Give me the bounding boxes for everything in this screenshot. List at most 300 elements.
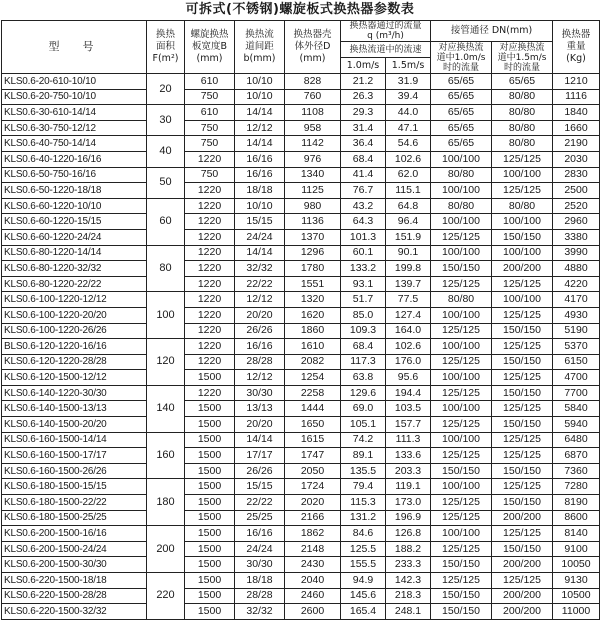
cell-dn-1: 80/80	[431, 167, 492, 183]
cell-plate-width: 1220	[185, 151, 235, 167]
cell-gap: 32/32	[235, 261, 285, 277]
cell-flow-15: 62.0	[386, 167, 431, 183]
cell-gap: 17/17	[235, 448, 285, 464]
cell-model: KLS0.6-30-750-12/12	[2, 120, 147, 136]
cell-weight: 5940	[553, 417, 600, 433]
cell-weight: 1660	[553, 120, 600, 136]
cell-area: 120	[147, 339, 185, 386]
cell-flow-15: 188.2	[386, 541, 431, 557]
header-velocity-15: 1.5m/s	[386, 58, 431, 74]
cell-plate-width: 1500	[185, 479, 235, 495]
cell-gap: 18/18	[235, 183, 285, 199]
cell-gap: 22/22	[235, 495, 285, 511]
cell-weight: 4220	[553, 276, 600, 292]
cell-plate-width: 1500	[185, 510, 235, 526]
table-row	[2, 354, 600, 370]
header-gap-line2: 道间距	[245, 41, 274, 52]
cell-flow-1: 26.3	[341, 89, 386, 105]
cell-weight: 7280	[553, 479, 600, 495]
cell-flow-1: 41.4	[341, 167, 386, 183]
parameter-table	[1, 20, 600, 620]
cell-shell-diameter: 1724	[285, 479, 341, 495]
header-velocity-1: 1.0m/s	[341, 58, 386, 74]
cell-gap: 28/28	[235, 354, 285, 370]
cell-model: KLS0.6-220-1500-32/32	[2, 604, 147, 620]
header-weight-line3: (Kg)	[566, 53, 586, 64]
cell-dn-15: 80/80	[492, 105, 553, 121]
cell-shell-diameter: 2020	[285, 495, 341, 511]
header-weight	[553, 21, 600, 74]
cell-dn-15: 200/200	[492, 510, 553, 526]
cell-area: 100	[147, 292, 185, 339]
table-row	[2, 74, 600, 90]
table-row	[2, 432, 600, 448]
cell-flow-15: 77.5	[386, 292, 431, 308]
header-flow-line2: q (m³/h)	[367, 31, 404, 41]
cell-flow-1: 89.1	[341, 448, 386, 464]
cell-dn-1: 100/100	[431, 307, 492, 323]
table-row	[2, 89, 600, 105]
table-row	[2, 510, 600, 526]
header-dn1-line2: 道中1.0m/s	[436, 52, 486, 63]
cell-dn-15: 65/65	[492, 74, 553, 90]
cell-flow-1: 105.1	[341, 417, 386, 433]
cell-gap: 20/20	[235, 417, 285, 433]
cell-flow-15: 233.3	[386, 557, 431, 573]
cell-shell-diameter: 1551	[285, 276, 341, 292]
cell-weight: 2520	[553, 198, 600, 214]
cell-plate-width: 1220	[185, 323, 235, 339]
header-plate-width-line3: (mm)	[196, 53, 223, 64]
cell-dn-15: 150/150	[492, 495, 553, 511]
cell-model: BLS0.6-120-1220-16/16	[2, 339, 147, 355]
header-area-line3: F(m²)	[152, 53, 179, 64]
cell-weight: 11000	[553, 604, 600, 620]
cell-gap: 24/24	[235, 229, 285, 245]
cell-flow-15: 44.0	[386, 105, 431, 121]
cell-shell-diameter: 1862	[285, 526, 341, 542]
cell-dn-1: 100/100	[431, 401, 492, 417]
table-row	[2, 541, 600, 557]
cell-shell-diameter: 1610	[285, 339, 341, 355]
cell-gap: 12/12	[235, 292, 285, 308]
table-body	[2, 74, 600, 620]
cell-weight: 4170	[553, 292, 600, 308]
header-dn15-line3: 时的流量	[504, 62, 541, 73]
cell-flow-1: 21.2	[341, 74, 386, 90]
cell-flow-1: 133.2	[341, 261, 386, 277]
cell-flow-15: 90.1	[386, 245, 431, 261]
cell-plate-width: 750	[185, 120, 235, 136]
cell-dn-15: 150/150	[492, 463, 553, 479]
table-row	[2, 557, 600, 573]
cell-weight: 5370	[553, 339, 600, 355]
cell-plate-width: 1220	[185, 276, 235, 292]
cell-area: 140	[147, 385, 185, 432]
cell-gap: 12/12	[235, 120, 285, 136]
cell-dn-15: 125/125	[492, 276, 553, 292]
cell-weight: 8600	[553, 510, 600, 526]
cell-flow-15: 95.6	[386, 370, 431, 386]
cell-dn-1: 125/125	[431, 354, 492, 370]
cell-flow-1: 94.9	[341, 573, 386, 589]
cell-model: KLS0.6-100-1220-26/26	[2, 323, 147, 339]
cell-flow-1: 63.8	[341, 370, 386, 386]
table-row	[2, 448, 600, 464]
table-row	[2, 151, 600, 167]
cell-dn-15: 150/150	[492, 385, 553, 401]
cell-model: KLS0.6-50-1220-18/18	[2, 183, 147, 199]
cell-shell-diameter: 1747	[285, 448, 341, 464]
header-model: 型 号	[2, 21, 147, 74]
cell-flow-15: 151.9	[386, 229, 431, 245]
cell-weight: 2190	[553, 136, 600, 152]
header-shell-line2: 体外径D	[294, 41, 331, 52]
cell-shell-diameter: 1136	[285, 214, 341, 230]
cell-dn-1: 125/125	[431, 448, 492, 464]
cell-flow-15: 102.6	[386, 151, 431, 167]
cell-dn-15: 125/125	[492, 448, 553, 464]
cell-weight: 3990	[553, 245, 600, 261]
cell-dn-1: 125/125	[431, 323, 492, 339]
header-gap-line3: b(mm)	[243, 53, 276, 64]
cell-dn-15: 80/80	[492, 198, 553, 214]
cell-weight: 9100	[553, 541, 600, 557]
cell-flow-1: 93.1	[341, 276, 386, 292]
cell-dn-15: 125/125	[492, 307, 553, 323]
table-title: 可拆式(不锈钢)螺旋板式换热器参数表	[185, 2, 415, 17]
cell-model: KLS0.6-100-1220-20/20	[2, 307, 147, 323]
header-dn15-line2: 道中1.5m/s	[497, 52, 547, 63]
cell-weight: 7360	[553, 463, 600, 479]
cell-dn-1: 150/150	[431, 463, 492, 479]
cell-dn-15: 200/200	[492, 588, 553, 604]
cell-shell-diameter: 1620	[285, 307, 341, 323]
cell-gap: 22/22	[235, 276, 285, 292]
cell-dn-1: 150/150	[431, 588, 492, 604]
cell-dn-1: 100/100	[431, 245, 492, 261]
cell-plate-width: 1220	[185, 354, 235, 370]
cell-shell-diameter: 2148	[285, 541, 341, 557]
cell-flow-1: 101.3	[341, 229, 386, 245]
header-plate-width-line2: 板宽度B	[191, 41, 228, 52]
cell-model: KLS0.6-200-1500-30/30	[2, 557, 147, 573]
cell-gap: 10/10	[235, 89, 285, 105]
cell-model: KLS0.6-200-1500-24/24	[2, 541, 147, 557]
cell-plate-width: 1500	[185, 448, 235, 464]
table-row	[2, 183, 600, 199]
cell-plate-width: 610	[185, 105, 235, 121]
cell-area: 80	[147, 245, 185, 292]
cell-plate-width: 1500	[185, 557, 235, 573]
cell-flow-1: 36.4	[341, 136, 386, 152]
header-velocity-group: 换热流道中的流速	[341, 42, 431, 58]
cell-shell-diameter: 1296	[285, 245, 341, 261]
cell-flow-15: 133.6	[386, 448, 431, 464]
cell-flow-1: 131.2	[341, 510, 386, 526]
cell-dn-15: 100/100	[492, 245, 553, 261]
cell-plate-width: 1500	[185, 370, 235, 386]
cell-weight: 1840	[553, 105, 600, 121]
cell-weight: 1210	[553, 74, 600, 90]
header-area-line1: 换热	[155, 29, 175, 40]
table-row	[2, 495, 600, 511]
cell-model: KLS0.6-140-1500-20/20	[2, 417, 147, 433]
cell-gap: 16/16	[235, 151, 285, 167]
cell-shell-diameter: 828	[285, 74, 341, 90]
cell-dn-15: 125/125	[492, 151, 553, 167]
table-row	[2, 339, 600, 355]
cell-gap: 20/20	[235, 307, 285, 323]
cell-plate-width: 1500	[185, 541, 235, 557]
header-dn1-line3: 时的流量	[443, 62, 480, 73]
cell-shell-diameter: 1615	[285, 432, 341, 448]
header-dn-group: 接管通径 DN(mm)	[431, 21, 553, 42]
header-shell-line1: 换热器壳	[293, 29, 332, 40]
header-gap	[235, 21, 285, 74]
cell-dn-1: 125/125	[431, 385, 492, 401]
cell-weight: 5840	[553, 401, 600, 417]
table-row	[2, 323, 600, 339]
cell-area: 20	[147, 74, 185, 105]
cell-dn-1: 125/125	[431, 229, 492, 245]
cell-area: 200	[147, 526, 185, 573]
cell-flow-15: 139.7	[386, 276, 431, 292]
cell-gap: 14/14	[235, 136, 285, 152]
cell-flow-15: 196.9	[386, 510, 431, 526]
cell-plate-width: 1500	[185, 526, 235, 542]
cell-dn-15: 100/100	[492, 167, 553, 183]
cell-shell-diameter: 1340	[285, 167, 341, 183]
cell-flow-15: 248.1	[386, 604, 431, 620]
cell-plate-width: 750	[185, 89, 235, 105]
cell-dn-15: 200/200	[492, 261, 553, 277]
cell-flow-15: 111.3	[386, 432, 431, 448]
header-area-line2: 面积	[155, 41, 175, 52]
table-row	[2, 198, 600, 214]
cell-shell-diameter: 980	[285, 198, 341, 214]
cell-gap: 14/14	[235, 432, 285, 448]
cell-flow-15: 203.3	[386, 463, 431, 479]
cell-flow-15: 218.3	[386, 588, 431, 604]
header-area	[147, 21, 185, 74]
cell-shell-diameter: 2040	[285, 573, 341, 589]
cell-flow-15: 194.4	[386, 385, 431, 401]
cell-flow-1: 31.4	[341, 120, 386, 136]
cell-weight: 9130	[553, 573, 600, 589]
cell-weight: 6480	[553, 432, 600, 448]
cell-model: KLS0.6-20-610-10/10	[2, 74, 147, 90]
cell-dn-15: 150/150	[492, 229, 553, 245]
cell-flow-15: 127.4	[386, 307, 431, 323]
cell-flow-15: 199.8	[386, 261, 431, 277]
cell-gap: 32/32	[235, 604, 285, 620]
table-row	[2, 229, 600, 245]
cell-dn-1: 100/100	[431, 479, 492, 495]
table-row	[2, 385, 600, 401]
cell-plate-width: 1500	[185, 417, 235, 433]
header-flow-line1: 换热器通过的流量	[349, 21, 422, 31]
cell-dn-15: 125/125	[492, 432, 553, 448]
cell-dn-1: 80/80	[431, 198, 492, 214]
cell-plate-width: 1220	[185, 214, 235, 230]
cell-flow-15: 54.6	[386, 136, 431, 152]
cell-flow-1: 165.4	[341, 604, 386, 620]
cell-dn-1: 65/65	[431, 74, 492, 90]
cell-shell-diameter: 2258	[285, 385, 341, 401]
cell-dn-1: 125/125	[431, 417, 492, 433]
table-row	[2, 245, 600, 261]
cell-weight: 7700	[553, 385, 600, 401]
cell-gap: 28/28	[235, 588, 285, 604]
cell-shell-diameter: 2460	[285, 588, 341, 604]
cell-dn-15: 125/125	[492, 573, 553, 589]
cell-plate-width: 1220	[185, 183, 235, 199]
cell-flow-1: 85.0	[341, 307, 386, 323]
cell-gap: 18/18	[235, 573, 285, 589]
cell-area: 220	[147, 573, 185, 620]
cell-model: KLS0.6-20-750-10/10	[2, 89, 147, 105]
cell-model: KLS0.6-220-1500-28/28	[2, 588, 147, 604]
cell-plate-width: 1500	[185, 573, 235, 589]
cell-flow-1: 117.3	[341, 354, 386, 370]
header-plate-width-line1: 螺旋换热	[190, 29, 229, 40]
cell-model: KLS0.6-220-1500-18/18	[2, 573, 147, 589]
cell-shell-diameter: 1254	[285, 370, 341, 386]
cell-flow-15: 126.8	[386, 526, 431, 542]
header-flow-group	[341, 21, 431, 42]
header-plate-width	[185, 21, 235, 74]
cell-plate-width: 610	[185, 74, 235, 90]
cell-weight: 2830	[553, 167, 600, 183]
cell-dn-1: 100/100	[431, 339, 492, 355]
table-row	[2, 214, 600, 230]
cell-flow-1: 29.3	[341, 105, 386, 121]
cell-flow-1: 115.3	[341, 495, 386, 511]
cell-flow-1: 64.3	[341, 214, 386, 230]
cell-flow-15: 96.4	[386, 214, 431, 230]
cell-flow-15: 64.8	[386, 198, 431, 214]
cell-dn-1: 100/100	[431, 183, 492, 199]
cell-shell-diameter: 976	[285, 151, 341, 167]
cell-weight: 2030	[553, 151, 600, 167]
cell-flow-15: 103.5	[386, 401, 431, 417]
cell-flow-1: 74.2	[341, 432, 386, 448]
cell-plate-width: 1500	[185, 463, 235, 479]
table-row	[2, 588, 600, 604]
cell-plate-width: 1220	[185, 198, 235, 214]
cell-flow-15: 176.0	[386, 354, 431, 370]
header-shell	[285, 21, 341, 74]
cell-flow-1: 145.6	[341, 588, 386, 604]
cell-flow-15: 115.1	[386, 183, 431, 199]
cell-model: KLS0.6-120-1500-12/12	[2, 370, 147, 386]
table-row	[2, 120, 600, 136]
cell-model: KLS0.6-140-1500-13/13	[2, 401, 147, 417]
header-dn1-line1: 对应换热流	[438, 42, 484, 53]
cell-dn-15: 125/125	[492, 339, 553, 355]
cell-plate-width: 1220	[185, 229, 235, 245]
cell-dn-1: 100/100	[431, 370, 492, 386]
cell-model: KLS0.6-180-1500-15/15	[2, 479, 147, 495]
cell-flow-1: 79.4	[341, 479, 386, 495]
cell-model: KLS0.6-180-1500-25/25	[2, 510, 147, 526]
cell-flow-15: 164.0	[386, 323, 431, 339]
cell-model: KLS0.6-80-1220-32/32	[2, 261, 147, 277]
table-row	[2, 276, 600, 292]
cell-gap: 13/13	[235, 401, 285, 417]
header-dn-15	[492, 42, 553, 74]
table-row	[2, 105, 600, 121]
table-row	[2, 261, 600, 277]
cell-model: KLS0.6-40-750-14/14	[2, 136, 147, 152]
cell-dn-1: 150/150	[431, 557, 492, 573]
cell-dn-1: 125/125	[431, 495, 492, 511]
cell-plate-width: 1500	[185, 401, 235, 417]
cell-model: KLS0.6-160-1500-26/26	[2, 463, 147, 479]
cell-gap: 10/10	[235, 198, 285, 214]
cell-dn-15: 125/125	[492, 401, 553, 417]
cell-plate-width: 750	[185, 167, 235, 183]
table-row	[2, 307, 600, 323]
cell-flow-1: 76.7	[341, 183, 386, 199]
cell-gap: 15/15	[235, 214, 285, 230]
table-row	[2, 401, 600, 417]
cell-dn-1: 80/80	[431, 292, 492, 308]
cell-flow-1: 155.5	[341, 557, 386, 573]
cell-plate-width: 1220	[185, 339, 235, 355]
cell-model: KLS0.6-80-1220-14/14	[2, 245, 147, 261]
cell-flow-1: 68.4	[341, 339, 386, 355]
cell-weight: 8190	[553, 495, 600, 511]
table-row	[2, 463, 600, 479]
table-row	[2, 479, 600, 495]
cell-dn-15: 80/80	[492, 136, 553, 152]
header-weight-line1: 换热器	[561, 29, 591, 40]
cell-flow-1: 60.1	[341, 245, 386, 261]
cell-shell-diameter: 1370	[285, 229, 341, 245]
cell-flow-15: 157.7	[386, 417, 431, 433]
cell-dn-15: 100/100	[492, 292, 553, 308]
cell-flow-15: 31.9	[386, 74, 431, 90]
cell-weight: 8140	[553, 526, 600, 542]
cell-plate-width: 1500	[185, 588, 235, 604]
cell-area: 30	[147, 105, 185, 136]
cell-gap: 14/14	[235, 245, 285, 261]
table-row	[2, 417, 600, 433]
cell-area: 60	[147, 198, 185, 245]
cell-flow-15: 47.1	[386, 120, 431, 136]
table-row	[2, 604, 600, 620]
header-gap-line1: 换热流	[245, 29, 274, 40]
cell-plate-width: 1220	[185, 307, 235, 323]
cell-gap: 26/26	[235, 463, 285, 479]
cell-flow-1: 51.7	[341, 292, 386, 308]
table-header	[2, 21, 600, 74]
cell-gap: 30/30	[235, 557, 285, 573]
cell-gap: 10/10	[235, 74, 285, 90]
cell-flow-15: 173.0	[386, 495, 431, 511]
cell-dn-15: 80/80	[492, 120, 553, 136]
cell-dn-1: 65/65	[431, 105, 492, 121]
cell-area: 180	[147, 479, 185, 526]
cell-dn-15: 125/125	[492, 183, 553, 199]
cell-dn-15: 200/200	[492, 557, 553, 573]
cell-shell-diameter: 1320	[285, 292, 341, 308]
cell-plate-width: 1220	[185, 385, 235, 401]
cell-gap: 25/25	[235, 510, 285, 526]
cell-model: KLS0.6-40-1220-16/16	[2, 151, 147, 167]
